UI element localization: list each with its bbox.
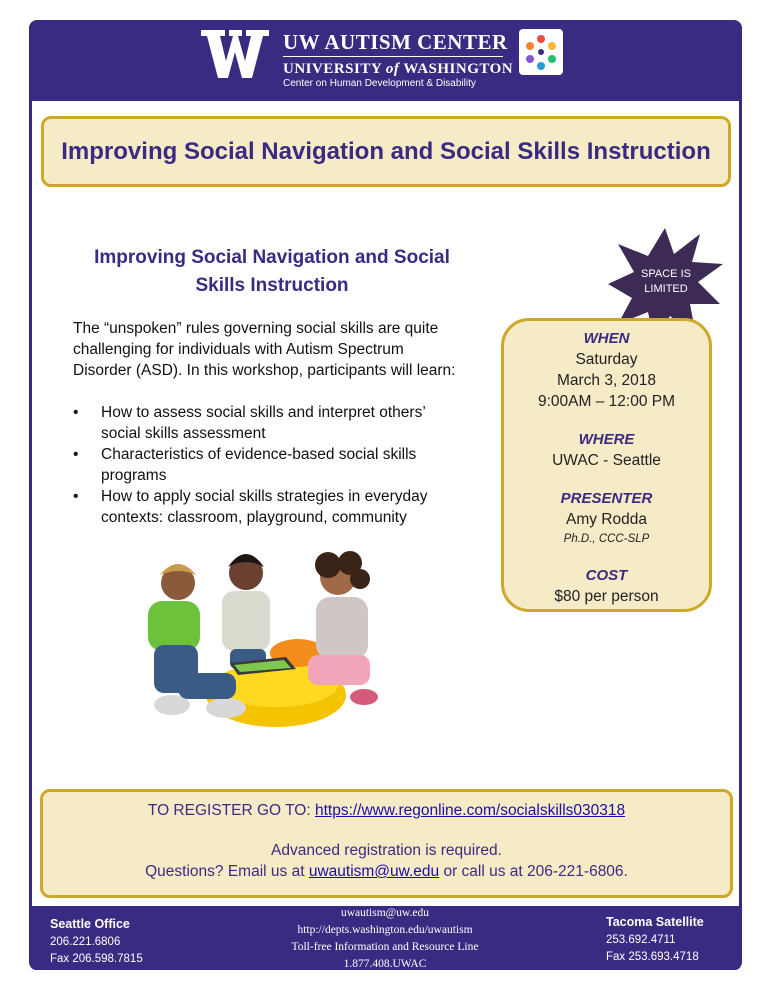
section-heading <box>72 244 472 300</box>
header-divider <box>283 56 503 57</box>
puzzle-people-logo-icon <box>519 29 563 75</box>
bullet-icon: • <box>73 404 79 421</box>
where-value: UWAC - Seattle <box>552 452 661 469</box>
seattle-phone: 206.221.6806 <box>50 936 121 948</box>
center-name: Center on Human Development & Disability <box>283 78 476 89</box>
tacoma-satellite-info <box>606 914 704 966</box>
presenter-name: Amy Rodda <box>566 511 647 528</box>
seattle-office-info <box>50 916 143 968</box>
banner-title: Improving Social Navigation and Social Skills Instruction <box>61 138 711 165</box>
registration-link[interactable]: https://www.regonline.com/socialskills030318 <box>314 802 626 819</box>
uw-w-logo-icon <box>201 30 269 78</box>
seattle-office-title: Seattle Office <box>50 917 130 931</box>
when-date: March 3, 2018 <box>556 372 657 389</box>
cost-label: COST <box>585 567 628 584</box>
org-title: UW AUTISM CENTER <box>283 30 508 54</box>
list-item: • Characteristics of evidence-based social skills programs <box>73 446 417 484</box>
register-line: TO REGISTER GO TO: https://www.regonline.com/socialskills030318 <box>147 802 626 819</box>
list-item: • How to assess social skills and interpret others’ social skills assessment <box>73 404 426 442</box>
section-heading-line2: Skills Instruction <box>195 275 349 296</box>
resource-line-label: Toll-free Information and Resource Line <box>291 941 479 953</box>
email-link[interactable]: uwautism@uw.edu <box>308 863 440 880</box>
list-item: • How to apply social skills strategies in everyday contexts: classroom, playground, community <box>73 488 428 526</box>
questions-line: Questions? Email us at uwautism@uw.edu or call us at 206-221-6806. <box>145 863 628 880</box>
tacoma-fax: Fax 253.693.4718 <box>606 951 699 963</box>
children-playing-image <box>138 545 398 735</box>
presenter-label: PRESENTER <box>560 490 653 507</box>
university-name: UNIVERSITY of WASHINGTON <box>283 61 514 77</box>
learning-objectives-list <box>73 402 463 528</box>
cost-value: $80 per person <box>554 588 659 605</box>
tacoma-phone: 253.692.4711 <box>606 934 676 946</box>
bullet-icon: • <box>73 488 79 505</box>
footer-url[interactable]: http://depts.washington.edu/uwautism <box>297 924 473 936</box>
where-label: WHERE <box>578 431 635 448</box>
bullet-icon: • <box>73 446 79 463</box>
when-time: 9:00AM – 12:00 PM <box>538 393 675 410</box>
section-heading-line1: Improving Social Navigation and Social <box>94 247 450 268</box>
when-day: Saturday <box>575 351 638 368</box>
tacoma-satellite-title: Tacoma Satellite <box>606 915 704 929</box>
space-limited-badge: SPACE IS LIMITED <box>641 268 691 295</box>
resource-line-phone: 1.877.408.UWAC <box>343 958 427 970</box>
intro-paragraph: The “unspoken” rules governing social skills are quite challenging for individuals with Autism Spectrum Disorder (ASD). In this workshop, participants will learn: <box>73 320 456 379</box>
center-contact-info <box>240 905 530 973</box>
footer-email[interactable]: uwautism@uw.edu <box>340 907 430 919</box>
when-label: WHEN <box>583 330 630 347</box>
seattle-fax: Fax 206.598.7815 <box>50 953 143 965</box>
presenter-credentials: Ph.D., CCC-SLP <box>563 533 650 545</box>
advanced-registration-note: Advanced registration is required. <box>271 842 502 859</box>
